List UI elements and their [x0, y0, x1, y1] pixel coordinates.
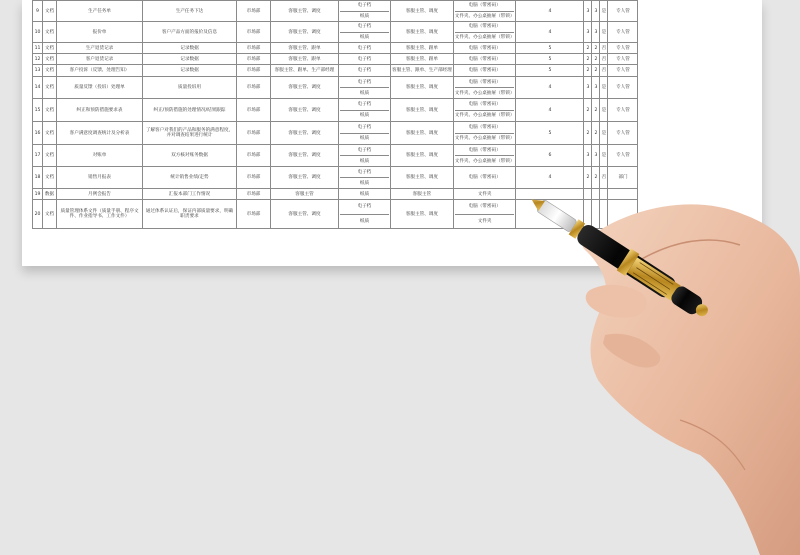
cell-name: 月例会报告	[57, 189, 143, 200]
cell-no: 20	[33, 200, 43, 229]
cell-store	[453, 145, 516, 167]
cell-n3: 2	[592, 43, 600, 54]
cell-yn: 是	[600, 1, 608, 22]
store-item: 电脑（带密码）	[455, 200, 515, 215]
cell-n1: 4	[516, 77, 584, 99]
asset-table	[32, 0, 664, 229]
carrier-item: 电子档	[340, 1, 389, 12]
cell-n3: 2	[592, 122, 600, 145]
cell-desc: 质量投诉用	[143, 77, 237, 99]
cell-keep: 客服主管、跟单	[391, 54, 454, 65]
carrier-item: 纸质	[359, 136, 370, 142]
cell-n2	[584, 189, 592, 200]
cell-last: 专人管	[608, 43, 638, 54]
cell-dept: 市场部	[237, 22, 271, 43]
cell-last	[608, 189, 638, 200]
cell-dept: 市场部	[237, 122, 271, 145]
cell-keep: 客服主管、跟单、生产部经理	[391, 65, 454, 77]
cell-users: 客服主管、调度	[271, 145, 339, 167]
cell-kind: 文档	[43, 122, 57, 145]
table-row	[33, 122, 664, 145]
carrier-item: 电子档	[340, 122, 389, 134]
cell-keep: 客服主管、调度	[391, 77, 454, 99]
cell-kind: 数据	[43, 189, 57, 200]
cell-name: 销售月报表	[57, 167, 143, 189]
cell-store	[453, 22, 516, 43]
cell-no: 14	[33, 77, 43, 99]
cell-kind: 文档	[43, 145, 57, 167]
carrier-item: 纸质	[359, 34, 370, 40]
cell-n2: 3	[584, 145, 592, 167]
cell-n2	[584, 200, 592, 229]
cell-last: 专人管	[608, 65, 638, 77]
cell-kind: 文档	[43, 77, 57, 99]
cell-name: 客户满意度调查统计及分析表	[57, 122, 143, 145]
table-row	[33, 43, 664, 54]
cell-users: 客服主管	[271, 189, 339, 200]
cell-name: 生产任务单	[57, 1, 143, 22]
cell-yn: 是	[600, 99, 608, 122]
carrier-item: 电子档	[340, 167, 389, 178]
cell-dept: 市场部	[237, 99, 271, 122]
cell-name: 客户投诉（反馈、处理告知）	[57, 65, 143, 77]
cell-no: 15	[33, 99, 43, 122]
carrier-item: 纸质	[359, 113, 370, 119]
cell-users: 客服主管、调度	[271, 99, 339, 122]
cell-kind: 文档	[43, 54, 57, 65]
cell-keep: 客服主管、调度	[391, 167, 454, 189]
carrier-item: 纸质	[359, 90, 370, 96]
cell-dept: 市场部	[237, 145, 271, 167]
cell-yn: 否	[600, 54, 608, 65]
cell-keep: 客服主管、调度	[391, 1, 454, 22]
cell-carrier	[339, 43, 391, 54]
cell-carrier	[339, 200, 391, 229]
store-item: 电脑（带密码）	[468, 68, 501, 73]
store-item: 电脑（带密码）	[455, 77, 515, 88]
cell-users: 客服主管、调度	[271, 1, 339, 22]
store-item: 电脑（带密码）	[455, 22, 515, 33]
cell-dept: 市场部	[237, 1, 271, 22]
cell-desc: 客户产品方面的报价及信息	[143, 22, 237, 43]
cell-n1: 4	[516, 167, 584, 189]
store-item: 电脑（带密码）	[455, 1, 515, 12]
cell-n2: 2	[584, 122, 592, 145]
cell-users: 客服主管、跟单	[271, 54, 339, 65]
store-item: 文件夹	[477, 191, 492, 197]
store-item: 电脑（带密码）	[455, 99, 515, 111]
store-item: 电脑（带密码）	[468, 56, 501, 62]
store-item: 电脑（带密码）	[455, 145, 515, 156]
cell-yn: 是	[600, 77, 608, 99]
cell-desc: 生产任务下达	[143, 1, 237, 22]
cell-n3: 2	[592, 99, 600, 122]
cell-n1	[516, 200, 584, 229]
carrier-item: 电子档	[357, 45, 372, 51]
carrier-item: 电子档	[357, 56, 372, 62]
cell-desc: 统计销售业绩/走势	[143, 167, 237, 189]
cell-n2: 3	[584, 1, 592, 22]
cell-carrier	[339, 77, 391, 99]
cell-last: 专人管	[608, 99, 638, 122]
carrier-item: 纸质	[359, 13, 370, 19]
cell-desc: 汇报本部门工作情况	[143, 189, 237, 200]
table-row	[33, 99, 664, 122]
cell-users: 客服主管、调度	[271, 77, 339, 99]
cell-kind: 文档	[43, 99, 57, 122]
cell-carrier	[339, 22, 391, 43]
cell-store	[453, 167, 516, 189]
cell-n3: 2	[592, 167, 600, 189]
cell-store	[453, 122, 516, 145]
cell-desc: 纠正/预防措施的处理情况/结果跟踪	[143, 99, 237, 122]
cell-n1: 6	[516, 145, 584, 167]
cell-n2: 2	[584, 167, 592, 189]
cell-kind: 文档	[43, 65, 57, 77]
spreadsheet-paper	[22, 0, 762, 266]
cell-n3: 3	[592, 22, 600, 43]
cell-yn: 是	[600, 122, 608, 145]
cell-no: 19	[33, 189, 43, 200]
cell-store	[453, 99, 516, 122]
cell-keep: 客服主管、调度	[391, 22, 454, 43]
cell-dept: 市场部	[237, 43, 271, 54]
cell-desc: 记录数据	[143, 65, 237, 77]
cell-no: 13	[33, 65, 43, 77]
table-row	[33, 145, 664, 167]
cell-carrier	[339, 167, 391, 189]
cell-name: 客户退货记录	[57, 54, 143, 65]
store-item: 文件夹、办公桌抽屉（带锁）	[454, 90, 515, 96]
cell-n2: 2	[584, 65, 592, 77]
carrier-item: 纸质	[359, 180, 370, 186]
cell-kind: 文档	[43, 200, 57, 229]
cell-n1: 4	[516, 1, 584, 22]
carrier-item: 纸质	[359, 191, 370, 197]
cell-carrier	[339, 1, 391, 22]
cell-keep: 客服主管、跟单	[391, 43, 454, 54]
cell-name: 质量反馈（投诉）处理单	[57, 77, 143, 99]
store-item: 文件夹	[477, 218, 492, 224]
cell-dept: 市场部	[237, 54, 271, 65]
cell-name: 生产退货记录	[57, 43, 143, 54]
cell-name: 报价单	[57, 22, 143, 43]
carrier-item: 电子档	[340, 22, 389, 33]
store-item: 文件夹、办公桌抽屉（带锁）	[454, 113, 515, 119]
table-row	[33, 54, 664, 65]
cell-yn: 否	[600, 65, 608, 77]
cell-no: 17	[33, 145, 43, 167]
store-item: 电脑（带密码）	[455, 122, 515, 134]
cell-no: 16	[33, 122, 43, 145]
cell-kind: 文档	[43, 22, 57, 43]
cell-keep: 客服主管	[391, 189, 454, 200]
carrier-item: 电子档	[340, 145, 389, 156]
cell-last: 专人管	[608, 22, 638, 43]
cell-n3	[592, 200, 600, 229]
cell-n1: 5	[516, 65, 584, 77]
cell-store	[453, 65, 516, 77]
cell-desc: 通过体系认证后，保证内部质量要求，明确职责要求	[143, 200, 237, 229]
carrier-item: 电子档	[357, 68, 372, 73]
table-row	[33, 1, 664, 22]
cell-users: 客服主管、调度	[271, 200, 339, 229]
carrier-item: 电子档	[340, 77, 389, 88]
cell-last	[608, 200, 638, 229]
cell-store	[453, 200, 516, 229]
cell-yn: 否	[600, 167, 608, 189]
store-item: 文件夹、办公桌抽屉（带锁）	[454, 136, 515, 142]
cell-yn: 否	[600, 43, 608, 54]
cell-carrier	[339, 99, 391, 122]
cell-n3: 2	[592, 65, 600, 77]
cell-yn	[600, 189, 608, 200]
store-item: 电脑（带密码）	[468, 45, 501, 51]
store-item: 文件夹、办公桌抽屉（带锁）	[454, 158, 515, 164]
cell-n1: 5	[516, 54, 584, 65]
cell-dept: 市场部	[237, 189, 271, 200]
cell-last: 专人管	[608, 145, 638, 167]
cell-name: 纠正和预防措施要求表	[57, 99, 143, 122]
table-row	[33, 22, 664, 43]
cell-no: 18	[33, 167, 43, 189]
table-row	[33, 189, 664, 200]
cell-n2: 3	[584, 22, 592, 43]
cell-carrier	[339, 122, 391, 145]
cell-n1: 4	[516, 99, 584, 122]
carrier-item: 纸质	[359, 218, 370, 224]
store-item: 文件夹、办公桌抽屉（带锁）	[454, 34, 515, 40]
cell-users: 客服主管、调度	[271, 22, 339, 43]
cell-n1: 5	[516, 122, 584, 145]
store-item: 文件夹、办公桌抽屉（带锁）	[454, 13, 515, 19]
cell-no: 12	[33, 54, 43, 65]
cell-users: 客服主管、调度	[271, 167, 339, 189]
carrier-item: 电子档	[340, 99, 389, 111]
cell-desc: 记录数据	[143, 54, 237, 65]
cell-last: 专人管	[608, 54, 638, 65]
cell-kind: 文档	[43, 43, 57, 54]
cell-store	[453, 189, 516, 200]
cell-keep: 客服主管、调度	[391, 99, 454, 122]
cell-yn: 是	[600, 145, 608, 167]
cell-n1: 4	[516, 22, 584, 43]
cell-desc: 了解客户对我们的产品和服务的满意程度，并对调查结果进行统计	[143, 122, 237, 145]
cell-yn: 是	[600, 22, 608, 43]
cell-desc: 记录数据	[143, 43, 237, 54]
cell-n3	[592, 189, 600, 200]
cell-n2: 2	[584, 54, 592, 65]
cell-keep: 客服主管、调度	[391, 200, 454, 229]
cell-dept: 市场部	[237, 200, 271, 229]
cell-n3: 2	[592, 54, 600, 65]
cell-store	[453, 54, 516, 65]
table-row	[33, 167, 664, 189]
carrier-item: 纸质	[359, 158, 370, 164]
cell-kind: 文档	[43, 167, 57, 189]
cell-n1: 5	[516, 43, 584, 54]
cell-users: 客服主管、调度	[271, 122, 339, 145]
cell-keep: 客服主管、调度	[391, 145, 454, 167]
store-item: 电脑（带密码）	[468, 175, 501, 180]
table-row	[33, 200, 664, 229]
cell-users: 客服主管、跟单	[271, 43, 339, 54]
cell-n2: 3	[584, 77, 592, 99]
cell-no: 9	[33, 1, 43, 22]
cell-dept: 市场部	[237, 77, 271, 99]
cell-name: 质量管理体系文件（质量手册、程序文件、作业指导书、工作文件）	[57, 200, 143, 229]
table-row	[33, 77, 664, 99]
cell-dept: 市场部	[237, 65, 271, 77]
cell-dept: 市场部	[237, 167, 271, 189]
cell-store	[453, 77, 516, 99]
cell-last: 部门	[608, 167, 638, 189]
cell-last: 专人管	[608, 1, 638, 22]
cell-keep: 客服主管、调度	[391, 122, 454, 145]
cell-n3: 3	[592, 1, 600, 22]
cell-n3: 3	[592, 77, 600, 99]
cell-desc: 双方核对账务数据	[143, 145, 237, 167]
table-row	[33, 65, 664, 77]
carrier-item: 电子档	[340, 200, 389, 215]
cell-yn	[600, 200, 608, 229]
cell-name: 对账单	[57, 145, 143, 167]
cell-n2: 2	[584, 43, 592, 54]
cell-n2: 2	[584, 99, 592, 122]
cell-last: 专人管	[608, 122, 638, 145]
cell-no: 11	[33, 43, 43, 54]
cell-carrier	[339, 54, 391, 65]
cell-last: 专人管	[608, 77, 638, 99]
cell-carrier	[339, 189, 391, 200]
cell-store	[453, 1, 516, 22]
cell-carrier	[339, 145, 391, 167]
cell-no: 10	[33, 22, 43, 43]
cell-n1	[516, 189, 584, 200]
cell-users: 客服主管、跟单、生产部经理	[271, 65, 339, 77]
cell-kind: 文档	[43, 1, 57, 22]
cell-n3: 3	[592, 145, 600, 167]
cell-carrier	[339, 65, 391, 77]
cell-store	[453, 43, 516, 54]
